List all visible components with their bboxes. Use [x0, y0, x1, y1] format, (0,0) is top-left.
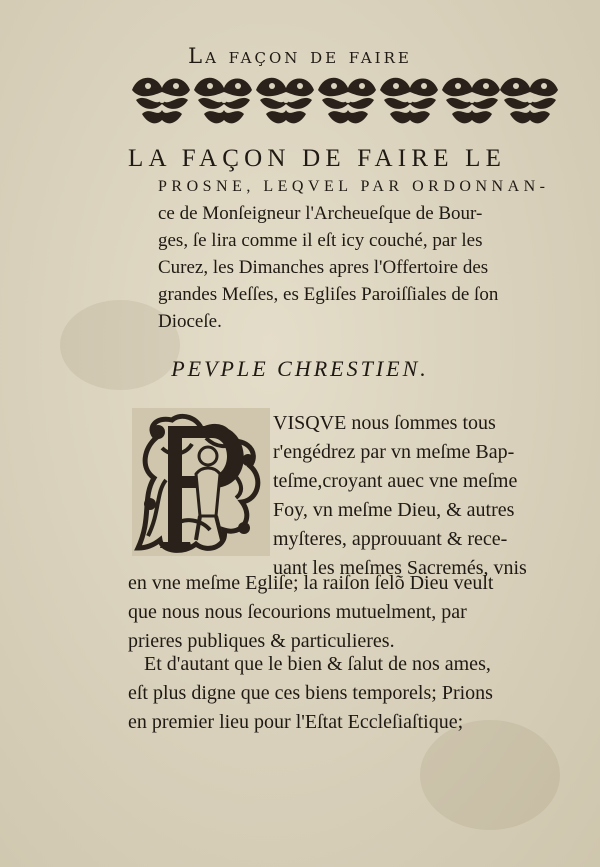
paragraph-continuation — [128, 569, 493, 656]
text-line: en vne meſme Egliſe; la raiſon ſelõ Dieu veult — [128, 572, 494, 594]
title-line: Curez, les Dimanches apres l'Offertoire des — [158, 257, 489, 278]
text-line: que nous nous ſecourions mutuelment, par — [128, 601, 467, 623]
text-line: eſt plus digne que ces biens temporels; Prions — [128, 682, 493, 704]
drop-cap-letter: P — [132, 408, 133, 409]
text-line: myſteres, approuuant & rece- — [273, 528, 508, 550]
title-line: ce de Monſeigneur l'Archeueſque de Bour- — [158, 203, 483, 224]
title-line: grandes Meſſes, es Egliſes Paroiſſiales de ſon — [158, 284, 499, 305]
text-line: uant les meſmes Sacremés, vnis — [273, 557, 527, 579]
text-line: teſme,croyant auec vne meſme — [273, 470, 518, 492]
decorated-initial — [132, 408, 270, 556]
address-heading: PEVPLE CHRESTIEN. — [171, 356, 429, 381]
paragraph-2 — [128, 650, 493, 737]
ornamental-band — [128, 70, 558, 132]
text-line: r'engédrez par vn meſme Bap- — [273, 441, 515, 463]
title-heading: LA FAÇON DE FAIRE LE — [128, 145, 507, 172]
text-line: en premier lieu pour l'Eſtat Eccleſiaſtique; — [128, 711, 464, 733]
title-block — [128, 144, 568, 335]
running-head: La façon de faire — [188, 44, 412, 68]
text-line: prieres publiques & particulieres. — [128, 630, 395, 652]
text-line: Et d'autant que le bien & ſalut de nos ames, — [144, 653, 491, 675]
paragraph-beside-initial — [273, 409, 565, 583]
title-line: ges, ſe lira comme il eſt icy couché, par les — [158, 230, 483, 251]
text-line: VISQVE nous ſommes tous — [273, 412, 496, 434]
title-line: Dioceſe. — [158, 311, 222, 332]
text-line: Foy, vn meſme Dieu, & autres — [273, 499, 515, 521]
title-subheading: PROSNE, LEQVEL PAR ORDONNAN- — [158, 178, 550, 195]
